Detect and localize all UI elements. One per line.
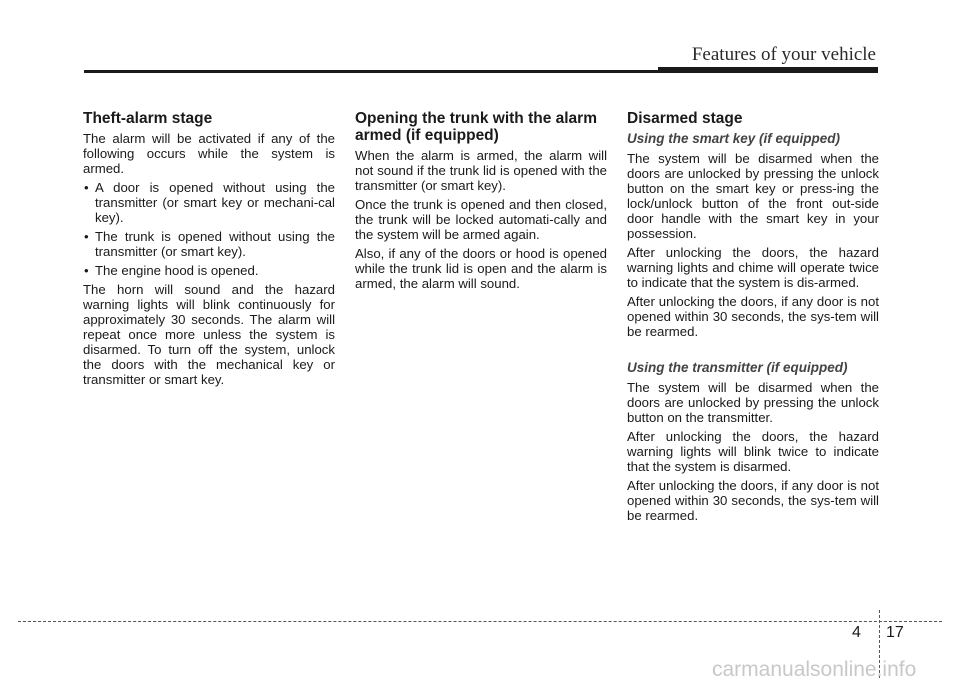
section-heading-theft-alarm: Theft-alarm stage — [83, 110, 213, 127]
list-item: • The trunk is opened without using the transmitter (or smart key). — [83, 229, 335, 259]
disarmed-paragraph-6: After unlocking the doors, if any door is not opened within 30 seconds, the sys-tem will be rearmed. — [627, 478, 879, 523]
trunk-paragraph-3: Also, if any of the doors or hood is opened while the trunk lid is open and the alarm is armed, the alarm will sound. — [355, 246, 607, 291]
column-theft-alarm — [83, 110, 335, 391]
section-heading-disarmed: Disarmed stage — [627, 110, 743, 127]
theft-alarm-intro: The alarm will be activated if any of the following occurs while the system is armed. — [83, 131, 335, 176]
trunk-paragraph-1: When the alarm is armed, the alarm will not sound if the trunk lid is opened with the transmitter (or smart key). — [355, 148, 607, 193]
footer-rule — [18, 621, 942, 622]
section-heading-trunk-opening: Opening the trunk with the alarm armed (if equipped) — [355, 110, 597, 144]
column-trunk-opening — [355, 110, 607, 295]
disarmed-paragraph-2: After unlocking the doors, the hazard warning lights and chime will operate twice to indicate that the system is dis-armed. — [627, 245, 879, 290]
page-number: 17 — [886, 624, 904, 641]
trunk-paragraph-2: Once the trunk is opened and then closed, the trunk will be locked automati-cally and the system will be armed again. — [355, 197, 607, 242]
disarmed-paragraph-3: After unlocking the doors, if any door is not opened within 30 seconds, the sys-tem will be rearmed. — [627, 294, 879, 339]
theft-alarm-body: The horn will sound and the hazard warning lights will blink continuously for approximately 30 seconds. The alarm will repeat once more unless the system is disarmed. To turn off the system, unlock the doors with the mechanical key or transmitter or smart key. — [83, 282, 335, 387]
disarmed-paragraph-1: The system will be disarmed when the doors are unlocked by pressing the unlock button on the smart key or press-ing the lock/unlock button of the front out-side door handle with the smart key in your possession. — [627, 151, 879, 241]
list-item: • The engine hood is opened. — [83, 263, 335, 278]
spacer — [627, 343, 879, 360]
chapter-number: 4 — [852, 624, 861, 641]
subheading-smart-key: Using the smart key (if equipped) — [627, 131, 841, 146]
header-rule-accent — [658, 67, 878, 73]
page-header-title: Features of your vehicle — [691, 44, 876, 65]
column-disarmed-stage — [627, 110, 879, 527]
disarmed-paragraph-5: After unlocking the doors, the hazard warning lights will blink twice to indicate that the system is disarmed. — [627, 429, 879, 474]
list-item: • A door is opened without using the transmitter (or smart key or mechani-cal key). — [83, 180, 335, 225]
watermark: carmanualsonline.info — [712, 658, 917, 681]
theft-alarm-conditions-list — [83, 180, 335, 278]
disarmed-paragraph-4: The system will be disarmed when the doors are unlocked by pressing the unlock button on the transmitter. — [627, 380, 879, 425]
subheading-transmitter: Using the transmitter (if equipped) — [627, 360, 848, 375]
